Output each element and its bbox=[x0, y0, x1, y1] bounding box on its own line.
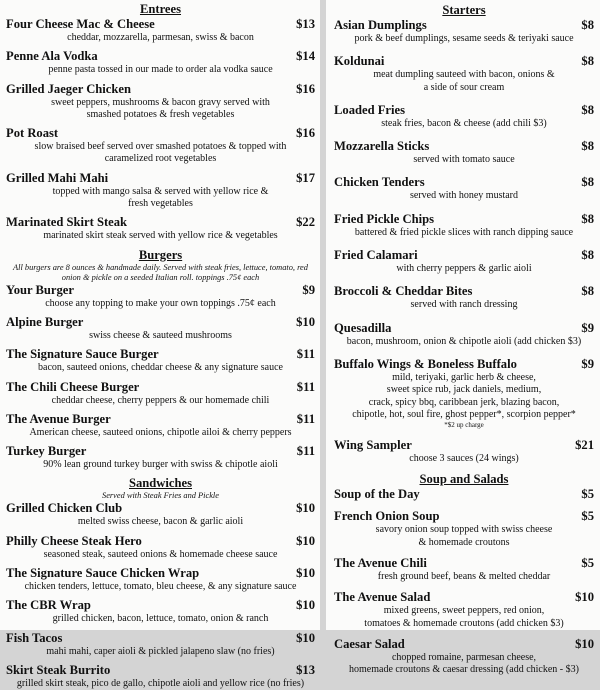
menu-item bbox=[334, 54, 594, 94]
menu-item-description: cheddar cheese, cherry peppers & our homemade chili bbox=[51, 394, 270, 406]
menu-item-name: Asian Dumplings bbox=[334, 18, 427, 32]
menu-item-header bbox=[334, 438, 594, 453]
menu-item-description: meat dumpling sauteed with bacon, onions & bbox=[373, 69, 555, 81]
menu-item-description: chopped romaine, parmesan cheese, bbox=[391, 651, 537, 663]
menu-item-header bbox=[334, 509, 594, 524]
menu-item-header bbox=[334, 54, 594, 69]
menu-item-price: $9 bbox=[581, 320, 594, 335]
menu-item bbox=[334, 175, 594, 202]
menu-item bbox=[334, 284, 594, 311]
menu-item-price: $8 bbox=[581, 284, 594, 299]
menu-item bbox=[6, 171, 315, 211]
menu-item-description: sweet peppers, mushrooms & bacon gravy served with bbox=[51, 96, 270, 108]
burgers-note-line-1: All burgers are 8 ounces & handmade daily. Served with steak fries, lettuce, tomato, red bbox=[13, 262, 308, 272]
section-heading-sandwiches: Sandwiches bbox=[129, 476, 192, 491]
menu-item-description: swiss cheese & sauteed mushrooms bbox=[89, 329, 232, 341]
menu-item-price: $8 bbox=[581, 211, 594, 226]
burgers-note-line-2: onion & pickle on a seeded Italian roll. toppings .75¢ each bbox=[61, 272, 260, 282]
menu-item-name: Quesadilla bbox=[334, 320, 392, 335]
section-heading-soup-and-salads: Soup and Salads bbox=[419, 472, 509, 487]
menu-item-price: $16 bbox=[296, 81, 315, 96]
menu-item-name: Four Cheese Mac & Cheese bbox=[6, 17, 155, 31]
menu-item bbox=[334, 590, 594, 630]
menu-item-description: choose 3 sauces (24 wings) bbox=[409, 453, 519, 465]
menu-item-price: $5 bbox=[581, 509, 594, 524]
menu-item-description: fresh ground beef, beans & melted cheddar bbox=[377, 571, 551, 583]
menu-item bbox=[6, 534, 315, 561]
menu-item bbox=[334, 321, 594, 348]
menu-item-name: The Avenue Chili bbox=[334, 556, 427, 571]
menu-item-name: Broccoli & Cheddar Bites bbox=[334, 284, 473, 299]
menu-item-header bbox=[334, 556, 594, 571]
sandwiches-list bbox=[6, 501, 315, 690]
menu-item bbox=[334, 438, 594, 465]
menu-item-description: tomatoes & homemade croutons (add chicken $3) bbox=[364, 617, 564, 629]
menu-item-price: $10 bbox=[575, 636, 594, 651]
menu-item-price: $10 bbox=[296, 501, 315, 516]
menu-item bbox=[6, 283, 315, 310]
menu-item-name: Skirt Steak Burrito bbox=[6, 662, 111, 677]
menu-item-description: chicken tenders, lettuce, tomato, bleu cheese, & any signature sauce bbox=[24, 581, 297, 593]
menu-item-description: bacon, sauteed onions, cheddar cheese & any signature sauce bbox=[38, 362, 283, 374]
menu-item-description: homemade croutons & caesar dressing (add chicken - $3) bbox=[349, 664, 579, 676]
menu-item-name: Alpine Burger bbox=[6, 314, 84, 329]
menu-item-name: Penne Ala Vodka bbox=[6, 49, 98, 64]
menu-item-name: Loaded Fries bbox=[334, 102, 406, 117]
menu-item-description: with cherry peppers & garlic aioli bbox=[396, 263, 532, 275]
menu-item bbox=[6, 17, 315, 44]
menu-item-header bbox=[334, 637, 594, 652]
menu-item bbox=[6, 501, 315, 528]
menu-item-name: Fish Tacos bbox=[6, 630, 63, 645]
menu-item-description: & homemade croutons bbox=[418, 536, 510, 548]
menu-item-description: grilled skirt steak, pico de gallo, chipotle aioli and yellow rice (no fries) bbox=[16, 677, 305, 689]
menu-item bbox=[334, 637, 594, 677]
menu-item-name: Fried Calamari bbox=[334, 248, 418, 263]
menu-item-header bbox=[334, 212, 594, 227]
menu-item-header bbox=[334, 487, 594, 502]
menu-item-description: fresh vegetables bbox=[128, 198, 193, 210]
menu-item-description: smashed potatoes & fresh vegetables bbox=[86, 108, 235, 120]
menu-item bbox=[334, 103, 594, 130]
menu-item-name: The Avenue Salad bbox=[334, 590, 431, 605]
menu-item-header bbox=[6, 49, 315, 64]
menu-item-header bbox=[334, 103, 594, 118]
menu-item-header bbox=[334, 18, 594, 33]
menu-item bbox=[6, 444, 315, 471]
menu-item bbox=[334, 487, 594, 502]
menu-item-price: $22 bbox=[296, 215, 315, 230]
menu-item-header bbox=[6, 17, 315, 32]
menu-item-header bbox=[6, 501, 315, 516]
menu-item-description: served with honey mustard bbox=[409, 190, 519, 202]
menu-item-description: steak fries, bacon & cheese (add chili $3) bbox=[381, 117, 547, 129]
menu-item-price: $5 bbox=[581, 556, 594, 571]
menu-item-description: seasoned steak, sauteed onions & homemade cheese sauce bbox=[43, 548, 278, 560]
menu-item-name: The Signature Sauce Burger bbox=[6, 347, 159, 362]
menu-item-header bbox=[6, 534, 315, 549]
menu-item-header bbox=[6, 566, 315, 581]
menu-item-price: $5 bbox=[581, 487, 594, 502]
menu-item-description: chipotle, hot, soul fire, ghost pepper*, scorpion pepper* bbox=[352, 408, 576, 420]
menu-item-description: melted swiss cheese, bacon & garlic aioli bbox=[77, 516, 244, 528]
menu-item-description: choose any topping to make your own toppings .75¢ each bbox=[45, 297, 276, 309]
menu-item-name: The Chili Cheese Burger bbox=[6, 379, 140, 394]
menu-item-description: crack, spicy bbq, caribbean jerk, blazing bacon, bbox=[368, 396, 560, 408]
menu-item-description: served with ranch dressing bbox=[410, 299, 518, 311]
menu-item-name: Wing Sampler bbox=[334, 438, 412, 453]
menu-item-price: $13 bbox=[296, 662, 315, 677]
menu-item-header bbox=[6, 126, 315, 141]
menu-item-price: $9 bbox=[302, 282, 315, 297]
menu-item-name: French Onion Soup bbox=[334, 509, 440, 524]
menu-item-name: The CBR Wrap bbox=[6, 598, 91, 613]
menu-item bbox=[6, 663, 315, 690]
menu-item-header bbox=[6, 215, 315, 230]
menu-item-description: bacon, mushroom, onion & chipotle aioli (add chicken $3) bbox=[346, 335, 582, 347]
menu-item-price: $8 bbox=[581, 54, 594, 69]
menu-item-description: cheddar, mozzarella, parmesan, swiss & bacon bbox=[67, 32, 254, 43]
menu-item bbox=[6, 126, 315, 166]
menu-item-upcharge-note: *$2 up charge bbox=[444, 421, 484, 430]
menu-item-header bbox=[334, 248, 594, 263]
menu-item-price: $10 bbox=[296, 314, 315, 329]
menu-item bbox=[6, 412, 315, 439]
menu-item bbox=[334, 139, 594, 166]
menu-item-header bbox=[334, 175, 594, 190]
menu-item-description: mild, teriyaki, garlic herb & cheese, bbox=[392, 371, 536, 383]
menu-item-description: topped with mango salsa & served with yellow rice & bbox=[52, 185, 269, 197]
menu-item-price: $9 bbox=[581, 356, 594, 371]
menu-item bbox=[334, 357, 594, 429]
menu-item-name: Turkey Burger bbox=[6, 444, 87, 459]
menu-item-name: Pot Roast bbox=[6, 126, 59, 141]
menu-item-header bbox=[6, 663, 315, 678]
menu-item-price: $10 bbox=[296, 630, 315, 645]
menu-item bbox=[6, 380, 315, 407]
menu-item-description: slow braised beef served over smashed potatoes & topped with bbox=[34, 141, 287, 153]
menu-item-header bbox=[6, 598, 315, 613]
starters-list bbox=[334, 18, 594, 465]
menu-item-name: Philly Cheese Steak Hero bbox=[6, 533, 142, 548]
menu-item-name: Chicken Tenders bbox=[334, 175, 425, 190]
menu-item-header bbox=[334, 590, 594, 605]
menu-item-price: $11 bbox=[296, 379, 315, 394]
menu-item-description: battered & fried pickle slices with ranch dipping sauce bbox=[354, 226, 574, 238]
menu-item-header bbox=[6, 82, 315, 97]
menu-item-description: sweet spice rub, jack daniels, medium, bbox=[386, 384, 542, 396]
menu-item-name: Soup of the Day bbox=[334, 487, 420, 502]
menu-item-header bbox=[334, 357, 594, 372]
menu-item-price: $14 bbox=[296, 49, 315, 64]
menu-item-description: 90% lean ground turkey burger with swiss & chipotle aioli bbox=[43, 459, 278, 471]
menu-item bbox=[6, 631, 315, 658]
right-column bbox=[326, 0, 600, 676]
menu-item bbox=[6, 215, 315, 242]
menu-item-description: mahi mahi, caper aioli & pickled jalapeno slaw (no fries) bbox=[46, 645, 275, 657]
burgers-list bbox=[6, 283, 315, 472]
menu-item-price: $8 bbox=[581, 175, 594, 190]
menu-item-name: The Avenue Burger bbox=[6, 411, 111, 426]
menu-item-description: pork & beef dumplings, sesame seeds & teriyaki sauce bbox=[354, 33, 574, 44]
menu-item-price: $10 bbox=[575, 590, 594, 605]
menu-item-name: Buffalo Wings & Boneless Buffalo bbox=[334, 356, 517, 371]
menu-item-price: $8 bbox=[581, 18, 594, 32]
menu-item-header bbox=[334, 284, 594, 299]
menu-item bbox=[6, 49, 315, 76]
menu-item-header bbox=[6, 444, 315, 459]
menu-item bbox=[6, 82, 315, 122]
menu-item-header bbox=[6, 315, 315, 330]
menu-item bbox=[334, 18, 594, 45]
menu-item-name: The Signature Sauce Chicken Wrap bbox=[6, 566, 200, 581]
menu-item-price: $8 bbox=[581, 248, 594, 263]
menu-item-description: caramelized root vegetables bbox=[104, 153, 217, 165]
menu-item bbox=[334, 556, 594, 583]
menu-item-price: $10 bbox=[296, 566, 315, 581]
menu-item bbox=[6, 598, 315, 625]
menu-item bbox=[334, 509, 594, 549]
menu-item-price: $10 bbox=[296, 598, 315, 613]
menu-item-header bbox=[334, 321, 594, 336]
menu-item bbox=[334, 212, 594, 239]
menu-item-header bbox=[334, 139, 594, 154]
menu-item bbox=[6, 347, 315, 374]
menu-item-header bbox=[6, 171, 315, 186]
menu-item-name: Fried Pickle Chips bbox=[334, 211, 435, 226]
menu-item bbox=[6, 315, 315, 342]
menu-item-header bbox=[6, 412, 315, 427]
menu-item-description: served with tomato sauce bbox=[413, 154, 515, 166]
menu-item-price: $11 bbox=[296, 411, 315, 426]
menu-item-name: Your Burger bbox=[6, 282, 74, 297]
sandwiches-note: Served with Steak Fries and Pickle bbox=[102, 491, 219, 501]
menu-item-header bbox=[6, 380, 315, 395]
menu-item-name: Mozzarella Sticks bbox=[334, 139, 430, 154]
menu-item-name: Grilled Jaeger Chicken bbox=[6, 81, 131, 96]
section-heading-starters: Starters bbox=[442, 3, 486, 17]
menu-item-name: Caesar Salad bbox=[334, 636, 405, 651]
menu-item-name: Marinated Skirt Steak bbox=[6, 215, 128, 230]
menu-item-price: $21 bbox=[575, 438, 594, 453]
menu-item-price: $11 bbox=[296, 444, 315, 459]
menu-item-price: $11 bbox=[296, 347, 315, 362]
soups-list bbox=[334, 487, 594, 676]
menu-item bbox=[334, 248, 594, 275]
section-heading-entrees: Entrees bbox=[139, 2, 182, 16]
menu-item-price: $8 bbox=[581, 102, 594, 117]
menu-item-header bbox=[6, 283, 315, 298]
menu-item-description: American cheese, sauteed onions, chipotle ailoi & cherry peppers bbox=[29, 426, 292, 438]
section-heading-burgers: Burgers bbox=[138, 247, 183, 262]
menu-item-name: Koldunai bbox=[334, 54, 385, 69]
menu-item-price: $10 bbox=[296, 533, 315, 548]
menu-item-header bbox=[6, 347, 315, 362]
menu-item-price: $16 bbox=[296, 126, 315, 141]
entrees-list bbox=[6, 17, 315, 243]
menu-item-name: Grilled Chicken Club bbox=[6, 501, 123, 516]
menu-item-price: $13 bbox=[296, 17, 315, 31]
menu-item-description: grilled chicken, bacon, lettuce, tomato, onion & ranch bbox=[52, 613, 269, 625]
menu-item-description: a side of sour cream bbox=[423, 81, 505, 93]
menu-item-name: Grilled Mahi Mahi bbox=[6, 170, 109, 185]
menu-item-description: marinated skirt steak served with yellow rice & vegetables bbox=[43, 230, 278, 242]
menu-item-price: $17 bbox=[296, 170, 315, 185]
menu-item bbox=[6, 566, 315, 593]
menu-item-description: savory onion soup topped with swiss cheese bbox=[375, 524, 553, 536]
menu-item-description: penne pasta tossed in our made to order ala vodka sauce bbox=[48, 64, 273, 76]
menu-item-header bbox=[6, 631, 315, 646]
menu-item-description: mixed greens, sweet peppers, red onion, bbox=[383, 605, 545, 617]
menu-item-price: $8 bbox=[581, 139, 594, 154]
